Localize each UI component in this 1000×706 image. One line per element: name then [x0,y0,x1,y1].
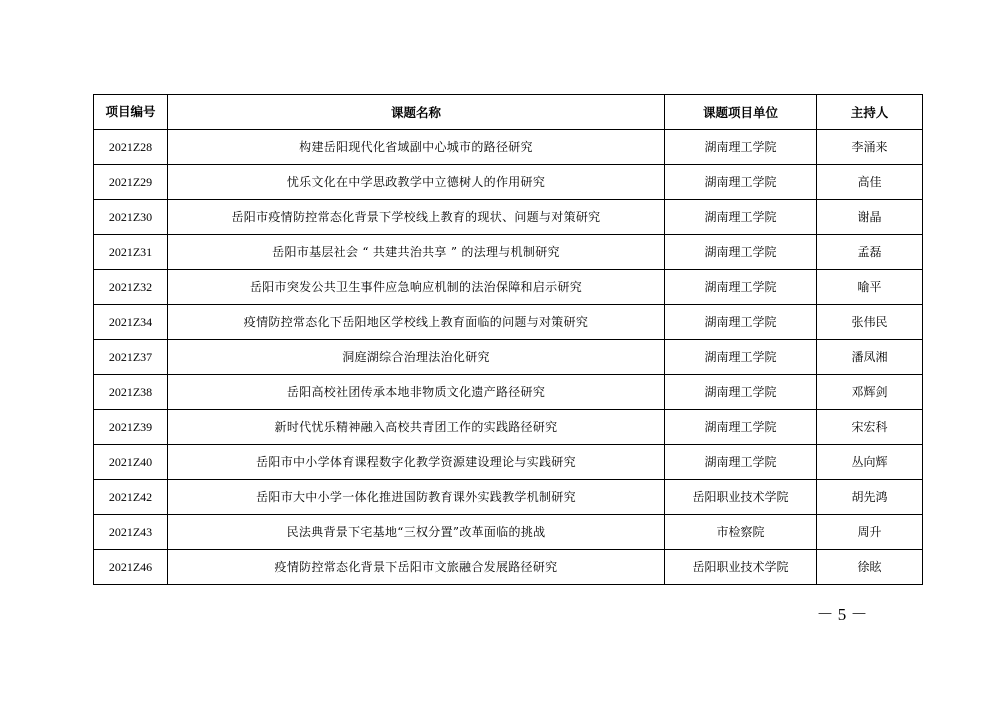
project-title: 岳阳市大中小学一体化推进国防教育课外实践教学机制研究 [168,480,665,515]
project-code: 2021Z37 [94,340,168,375]
project-title: 岳阳市突发公共卫生事件应急响应机制的法治保障和启示研究 [168,270,665,305]
project-host: 胡先鸿 [817,480,923,515]
project-code: 2021Z30 [94,200,168,235]
table-row [94,515,923,550]
table-row [94,550,923,585]
project-unit: 湖南理工学院 [665,410,817,445]
table-header [94,95,923,130]
project-code: 2021Z34 [94,305,168,340]
project-host: 喻平 [817,270,923,305]
project-host: 李涌来 [817,130,923,165]
project-code: 2021Z42 [94,480,168,515]
project-unit: 湖南理工学院 [665,165,817,200]
project-title: 岳阳高校社团传承本地非物质文化遗产路径研究 [168,375,665,410]
project-unit: 湖南理工学院 [665,200,817,235]
project-code: 2021Z31 [94,235,168,270]
table-row [94,375,923,410]
header-row [94,95,923,130]
project-code: 2021Z43 [94,515,168,550]
project-host: 邓辉剑 [817,375,923,410]
table-row [94,200,923,235]
project-unit: 岳阳职业技术学院 [665,480,817,515]
header-project-code: 项目编号 [94,95,168,130]
table-row [94,410,923,445]
project-title: 岳阳市疫情防控常态化背景下学校线上教育的现状、问题与对策研究 [168,200,665,235]
project-host: 徐眩 [817,550,923,585]
project-title: 构建岳阳现代化省域副中心城市的路径研究 [168,130,665,165]
project-title: 疫情防控常态化下岳阳地区学校线上教育面临的问题与对策研究 [168,305,665,340]
project-unit: 市检察院 [665,515,817,550]
table-body [94,130,923,585]
project-code: 2021Z39 [94,410,168,445]
project-unit: 湖南理工学院 [665,235,817,270]
table-row [94,445,923,480]
project-host: 潘凤湘 [817,340,923,375]
project-host: 宋宏科 [817,410,923,445]
project-unit: 湖南理工学院 [665,445,817,480]
header-project-title: 课题名称 [168,95,665,130]
project-title: 忧乐文化在中学思政教学中立德树人的作用研究 [168,165,665,200]
project-title: 岳阳市基层社会 “ 共建共治共享 ” 的法理与机制研究 [168,235,665,270]
page-number: － 5 － [816,605,868,624]
project-host: 高佳 [817,165,923,200]
table-row [94,235,923,270]
project-host: 谢晶 [817,200,923,235]
project-title: 洞庭湖综合治理法治化研究 [168,340,665,375]
project-host: 周升 [817,515,923,550]
project-unit: 湖南理工学院 [665,305,817,340]
table-row [94,270,923,305]
project-unit: 岳阳职业技术学院 [665,550,817,585]
project-code: 2021Z38 [94,375,168,410]
table-row [94,305,923,340]
project-code: 2021Z40 [94,445,168,480]
header-host: 主持人 [817,95,923,130]
header-project-unit: 课题项目单位 [665,95,817,130]
project-unit: 湖南理工学院 [665,130,817,165]
project-unit: 湖南理工学院 [665,270,817,305]
project-title: 民法典背景下宅基地“三权分置”改革面临的挑战 [168,515,665,550]
project-host: 张伟民 [817,305,923,340]
table-row [94,130,923,165]
table-row [94,165,923,200]
project-code: 2021Z46 [94,550,168,585]
project-code: 2021Z28 [94,130,168,165]
table-row [94,480,923,515]
project-title: 疫情防控常态化背景下岳阳市文旅融合发展路径研究 [168,550,665,585]
project-title: 岳阳市中小学体育课程数字化教学资源建设理论与实践研究 [168,445,665,480]
project-table [93,94,923,585]
project-code: 2021Z29 [94,165,168,200]
project-unit: 湖南理工学院 [665,340,817,375]
project-host: 孟磊 [817,235,923,270]
project-code: 2021Z32 [94,270,168,305]
project-title: 新时代忧乐精神融入高校共青团工作的实践路径研究 [168,410,665,445]
table-row [94,340,923,375]
project-unit: 湖南理工学院 [665,375,817,410]
project-host: 丛向辉 [817,445,923,480]
